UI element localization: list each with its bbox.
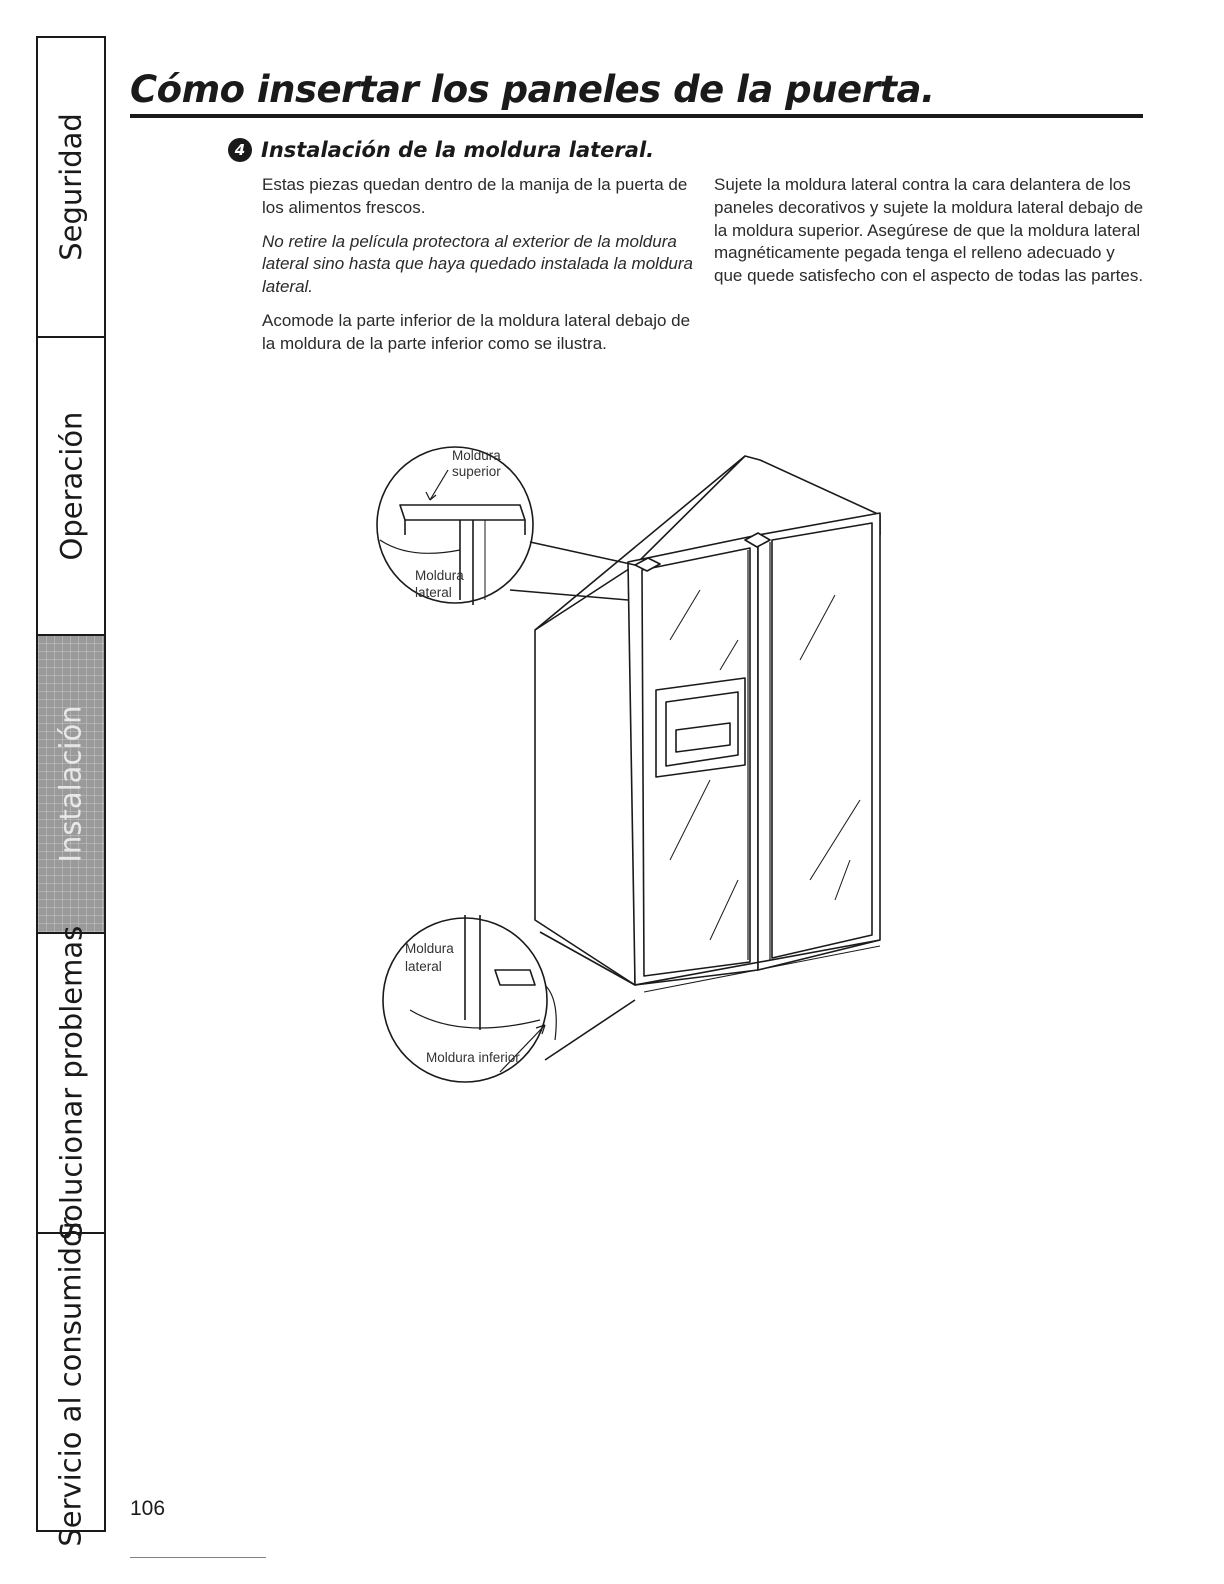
callout-bottom-line1: Moldura bbox=[405, 941, 454, 956]
right-column bbox=[714, 174, 1144, 299]
step-title: Instalación de la moldura lateral. bbox=[261, 138, 655, 162]
paragraph: Sujete la moldura lateral contra la cara delantera de los paneles decorativos y sujete la moldura lateral debajo de la moldura superior. Asegúrese de que la moldura lateral magnéticamente pegada tenga el relleno adecuado y que quede satisfecho con el aspecto de todas las partes. bbox=[714, 175, 1144, 286]
callout-bottom-line2: lateral bbox=[405, 959, 442, 974]
paragraph: Acomode la parte inferior de la moldura lateral debajo de la moldura de la parte inferior como se ilustra. bbox=[262, 310, 691, 353]
tab-seguridad[interactable] bbox=[38, 38, 104, 338]
tab-operacion[interactable] bbox=[38, 338, 104, 636]
tab-solucionar-problemas[interactable] bbox=[38, 925, 104, 1241]
callout-moldura-inferior: Moldura inferior bbox=[426, 1050, 520, 1065]
tab-label: Servicio al consumidor bbox=[54, 1217, 88, 1547]
tab-label: Solucionar problemas bbox=[54, 925, 88, 1241]
tab-label: Instalación bbox=[54, 705, 89, 863]
callout-mid-line2: lateral bbox=[415, 585, 452, 600]
refrigerator-illustration bbox=[360, 440, 900, 1100]
callout-top-line1: Moldura bbox=[452, 448, 501, 463]
step-number-badge: 4 bbox=[228, 138, 252, 162]
page-title: Cómo insertar los paneles de la puerta. bbox=[130, 68, 935, 111]
tab-instalacion[interactable] bbox=[38, 636, 104, 934]
title-rule bbox=[130, 114, 1143, 118]
step-heading bbox=[228, 138, 654, 162]
page-number: 106 bbox=[130, 1497, 166, 1520]
tab-servicio-al-consumidor[interactable] bbox=[38, 1217, 104, 1547]
tab-label: Operación bbox=[54, 411, 88, 561]
callout-mid-line1: Moldura bbox=[415, 568, 464, 583]
footer-link-underline bbox=[130, 1557, 266, 1558]
tab-label: Seguridad bbox=[54, 113, 89, 261]
paragraph: Estas piezas quedan dentro de la manija de la puerta de los alimentos frescos. bbox=[262, 175, 688, 217]
callout-top-line2: superior bbox=[452, 464, 501, 479]
side-tab-bar bbox=[36, 36, 106, 1547]
left-column bbox=[262, 174, 702, 367]
warning-note: No retire la película protectora al exterior de la moldura lateral sino hasta que haya quedado instalada la moldura lateral. bbox=[262, 231, 693, 297]
